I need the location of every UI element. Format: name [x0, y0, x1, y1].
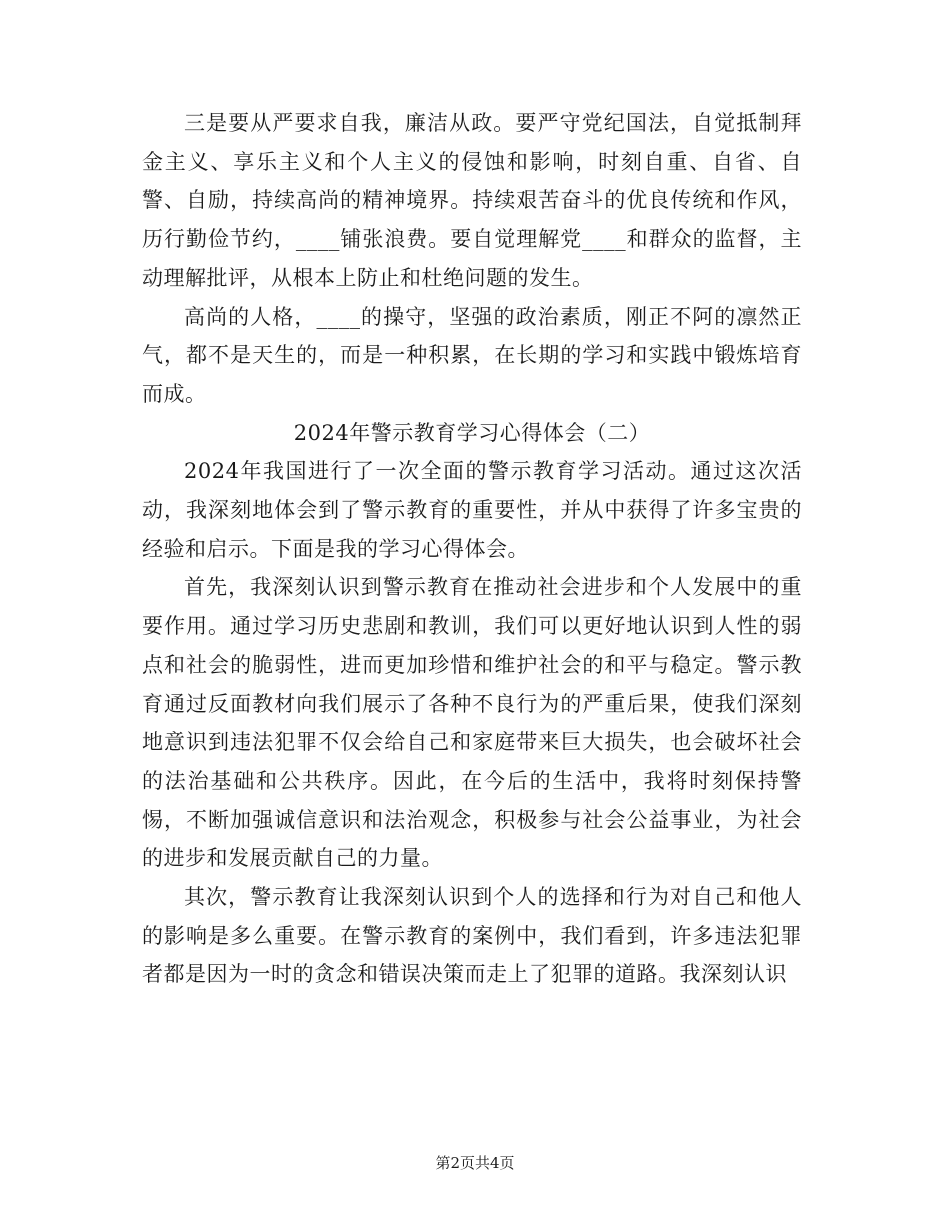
section-title: 2024年警示教育学习心得体会（二） — [293, 420, 651, 445]
paragraph: 首先，我深刻认识到警示教育在推动社会进步和个人发展中的重要作用。通过学习历史悲剧和教训，我们可以更好地认识到人性的弱点和社会的脆弱性，进而更加珍惜和维护社会的和平与稳定。警示教育通过反面教材向我们展示了各种不良行为的严重后果，使我们深刻地意识到违法犯罪不仅会给自己和家庭带来巨大损失，也会破坏社会的法治基础和公共秩序。因此，在今后的生活中，我将时刻保持警惕，不断加强诚信意识和法治观念，积极参与社会公益事业，为社会的进步和发展贡献自己的力量。 — [142, 575, 802, 871]
document-body — [142, 104, 802, 994]
paragraph: 其次，警示教育让我深刻认识到个人的选择和行为对自己和他人的影响是多么重要。在警示教育的案例中，我们看到，许多违法犯罪者都是因为一时的贪念和错误决策而走上了犯罪的道路。我深刻认识 — [142, 885, 802, 987]
page-number-footer: 第2页共4页 — [435, 1154, 515, 1172]
paragraph: 三是要从严要求自我，廉洁从政。要严守党纪国法，自觉抵制拜金主义、享乐主义和个人主义的侵蚀和影响，时刻自重、自省、自警、自励，持续高尚的精神境界。持续艰苦奋斗的优良传统和作风，历行勤俭节约，____铺张浪费。要自觉理解党____和群众的监督，主动理解批评，从根本上防止和杜绝问题的发生。 — [142, 111, 802, 290]
paragraph: 2024年我国进行了一次全面的警示教育学习活动。通过这次活动，我深刻地体会到了警示教育的重要性，并从中获得了许多宝贵的经验和启示。下面是我的学习心得体会。 — [142, 459, 802, 561]
paragraph: 高尚的人格，____的操守，坚强的政治素质，刚正不阿的凛然正气，都不是天生的，而是一种积累，在长期的学习和实践中锻炼培育而成。 — [142, 304, 802, 406]
